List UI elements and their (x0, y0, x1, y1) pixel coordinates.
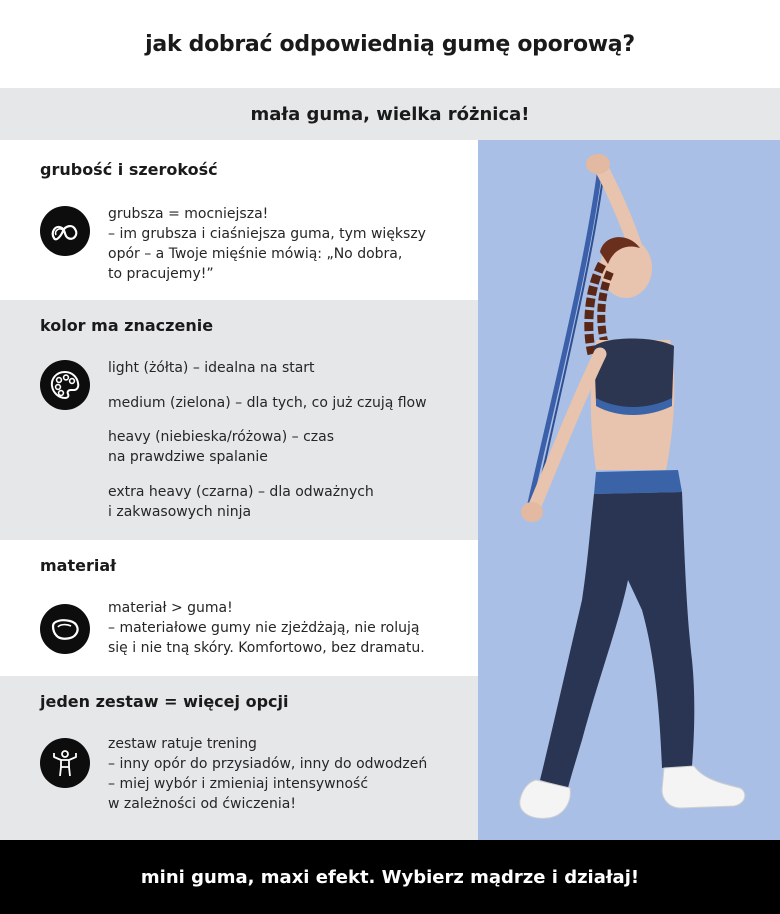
section-set (0, 676, 478, 840)
color-item-desc: – dla odważnych (253, 484, 374, 500)
person-exercise-icon (40, 738, 90, 788)
color-item (108, 482, 468, 522)
set-line: – miej wybór i zmieniaj intensywność (108, 776, 369, 792)
page-subtitle: mała guma, wielka różnica! (0, 88, 780, 140)
color-item-name: heavy (niebieska/różowa) (108, 429, 288, 445)
section-heading: materiał (40, 556, 117, 575)
color-item (108, 427, 468, 482)
color-item-desc: – idealna na start (188, 360, 315, 376)
section-heading: jeden zestaw = więcej opcji (40, 692, 289, 711)
material-text (108, 598, 468, 658)
color-item-name: extra heavy (czarna) (108, 484, 254, 500)
color-item-name: medium (zielona) (108, 395, 231, 411)
color-item (108, 358, 468, 393)
thickness-line: opór – a Twoje mięśnie mówią: „No dobra, (108, 246, 403, 262)
color-item-name: light (żółta) (108, 360, 189, 376)
page-title: jak dobrać odpowiednią gumę oporową? (145, 31, 635, 57)
section-heading: kolor ma znaczenie (40, 316, 214, 335)
set-line: w zależności od ćwiczenia! (108, 796, 297, 812)
color-item (108, 393, 468, 427)
fabric-band-icon (40, 604, 90, 654)
set-text (108, 734, 468, 814)
set-lead: zestaw ratuje trening (108, 736, 257, 752)
thickness-line: – im grubsza i ciaśniejsza guma, tym większy (108, 226, 426, 242)
section-color (0, 300, 478, 540)
set-line: – inny opór do przysiadów, inny do odwodzeń (108, 756, 428, 772)
band-loop-icon (40, 206, 90, 256)
section-material (0, 540, 478, 676)
thickness-line: to pracujemy!” (108, 266, 214, 282)
section-thickness (0, 140, 478, 300)
color-list (108, 358, 468, 522)
color-item-desc-cont: i zakwasowych ninja (108, 504, 252, 520)
material-line: – materiałowe gumy nie zjeżdżają, nie rolują (108, 620, 420, 636)
color-item-desc: – czas (287, 429, 335, 445)
exercise-photo (478, 140, 780, 840)
section-heading: grubość i szerokość (40, 160, 218, 179)
thickness-text (108, 204, 468, 284)
color-item-desc: – dla tych, co już czują flow (230, 395, 427, 411)
material-line: się i nie tną skóry. Komfortowo, bez dramatu. (108, 640, 425, 656)
woman-stretching-illustration (478, 140, 780, 840)
thickness-lead: grubsza = mocniejsza! (108, 206, 269, 222)
color-item-desc-cont: na prawdziwe spalanie (108, 449, 268, 465)
footer-banner: mini guma, maxi efekt. Wybierz mądrze i działaj! (0, 840, 780, 914)
palette-icon (40, 360, 90, 410)
material-lead: materiał > guma! (108, 600, 233, 616)
